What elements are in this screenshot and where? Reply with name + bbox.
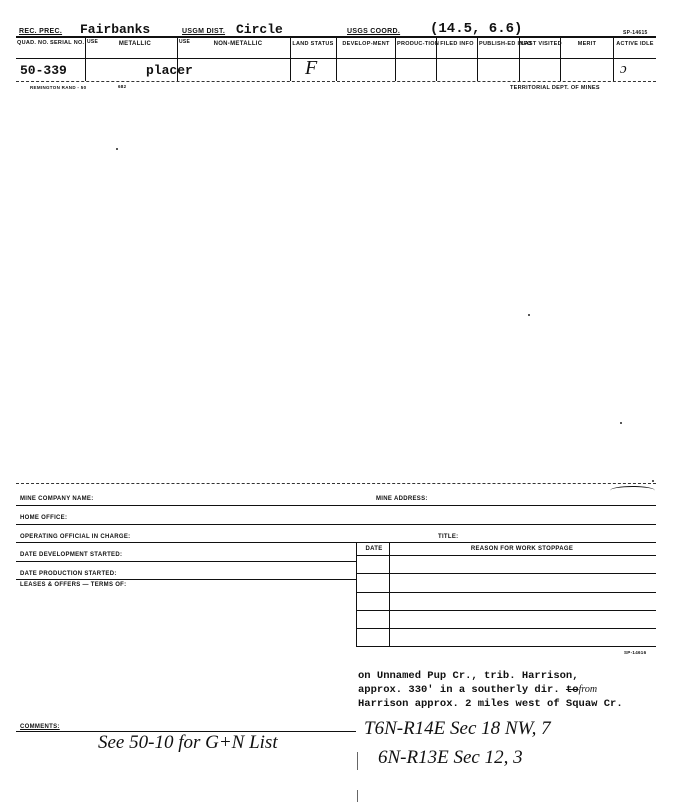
prod-started-label: DATE PRODUCTION STARTED: xyxy=(20,571,117,577)
col-publish-label: PUBLISH-ED INFO xyxy=(479,41,532,47)
rec-prec-label: REC. PREC. xyxy=(19,28,63,35)
usgs-coord-value: (14.5, 6.6) xyxy=(430,21,523,37)
col-produc-label: PRODUC-TION xyxy=(397,41,440,47)
hand-loc-1: T6N-R14E Sec 18 NW, 7 xyxy=(364,718,551,739)
usgm-dist-label: USGM DIST. xyxy=(182,28,226,35)
col-visited-label: LAST VISITED xyxy=(521,41,562,47)
land-status-value: F xyxy=(305,57,318,79)
col-quad-label: QUAD. NO. xyxy=(17,40,49,46)
active-idle-value: ɔ xyxy=(620,61,627,77)
comments-label: COMMENTS: xyxy=(20,724,60,730)
col-filed-label: FILED INFO xyxy=(440,41,474,47)
usgs-coord-label: USGS COORD. xyxy=(347,28,401,35)
typed-line-3: Harrison approx. 2 miles west of Squaw Cr. xyxy=(358,698,623,710)
footer-right: TERRITORIAL DEPT. OF MINES xyxy=(510,85,600,91)
col-active-label: ACTIVE IDLE xyxy=(616,41,654,47)
col-land-label: LAND STATUS xyxy=(292,41,334,47)
col-metallic-label: METALLIC xyxy=(118,41,152,47)
col-use-label-2: USE xyxy=(179,39,191,45)
serial-value: 50-339 xyxy=(20,63,67,78)
operating-official-label: OPERATING OFFICIAL IN CHARGE: xyxy=(20,534,131,540)
col-use-label-1: USE xyxy=(87,39,99,45)
col-merit-label: MERIT xyxy=(577,41,597,47)
hand-loc-2: 6N-R13E Sec 12, 3 xyxy=(378,747,523,768)
title-label: TITLE: xyxy=(438,534,459,540)
col-serial-label: SERIAL NO. xyxy=(50,40,85,46)
typed-line-1: on Unnamed Pup Cr., trib. Harrison, xyxy=(358,670,579,682)
usgm-dist-value: Circle xyxy=(236,22,283,37)
date-col-label: DATE xyxy=(365,546,383,552)
dev-started-label: DATE DEVELOPMENT STARTED: xyxy=(20,552,123,558)
home-office-label: HOME OFFICE: xyxy=(20,515,68,521)
mine-address-label: MINE ADDRESS: xyxy=(376,496,428,502)
col-nonmetallic-label: NON-METALLIC xyxy=(213,41,263,47)
form-number: SP-14615 xyxy=(623,30,648,36)
footer-code: 682 xyxy=(118,84,127,89)
torn-edge xyxy=(610,486,655,495)
commodity-value: placer xyxy=(146,63,193,78)
hand-comment: See 50-10 for G+N List xyxy=(98,732,278,753)
rec-prec-value: Fairbanks xyxy=(80,22,151,37)
leases-label: LEASES & OFFERS — TERMS OF: xyxy=(20,582,127,588)
form-number-2: SP-14616 xyxy=(624,650,647,655)
typed-line-2: approx. 330' in a southerly dir. tofrom xyxy=(358,684,598,696)
col-develop-label: DEVELOP-MENT xyxy=(342,41,390,47)
footer-left: REMINGTON RAND - 50 xyxy=(30,85,87,90)
mine-company-label: MINE COMPANY NAME: xyxy=(20,496,94,502)
reason-col-label: REASON FOR WORK STOPPAGE xyxy=(470,546,574,552)
